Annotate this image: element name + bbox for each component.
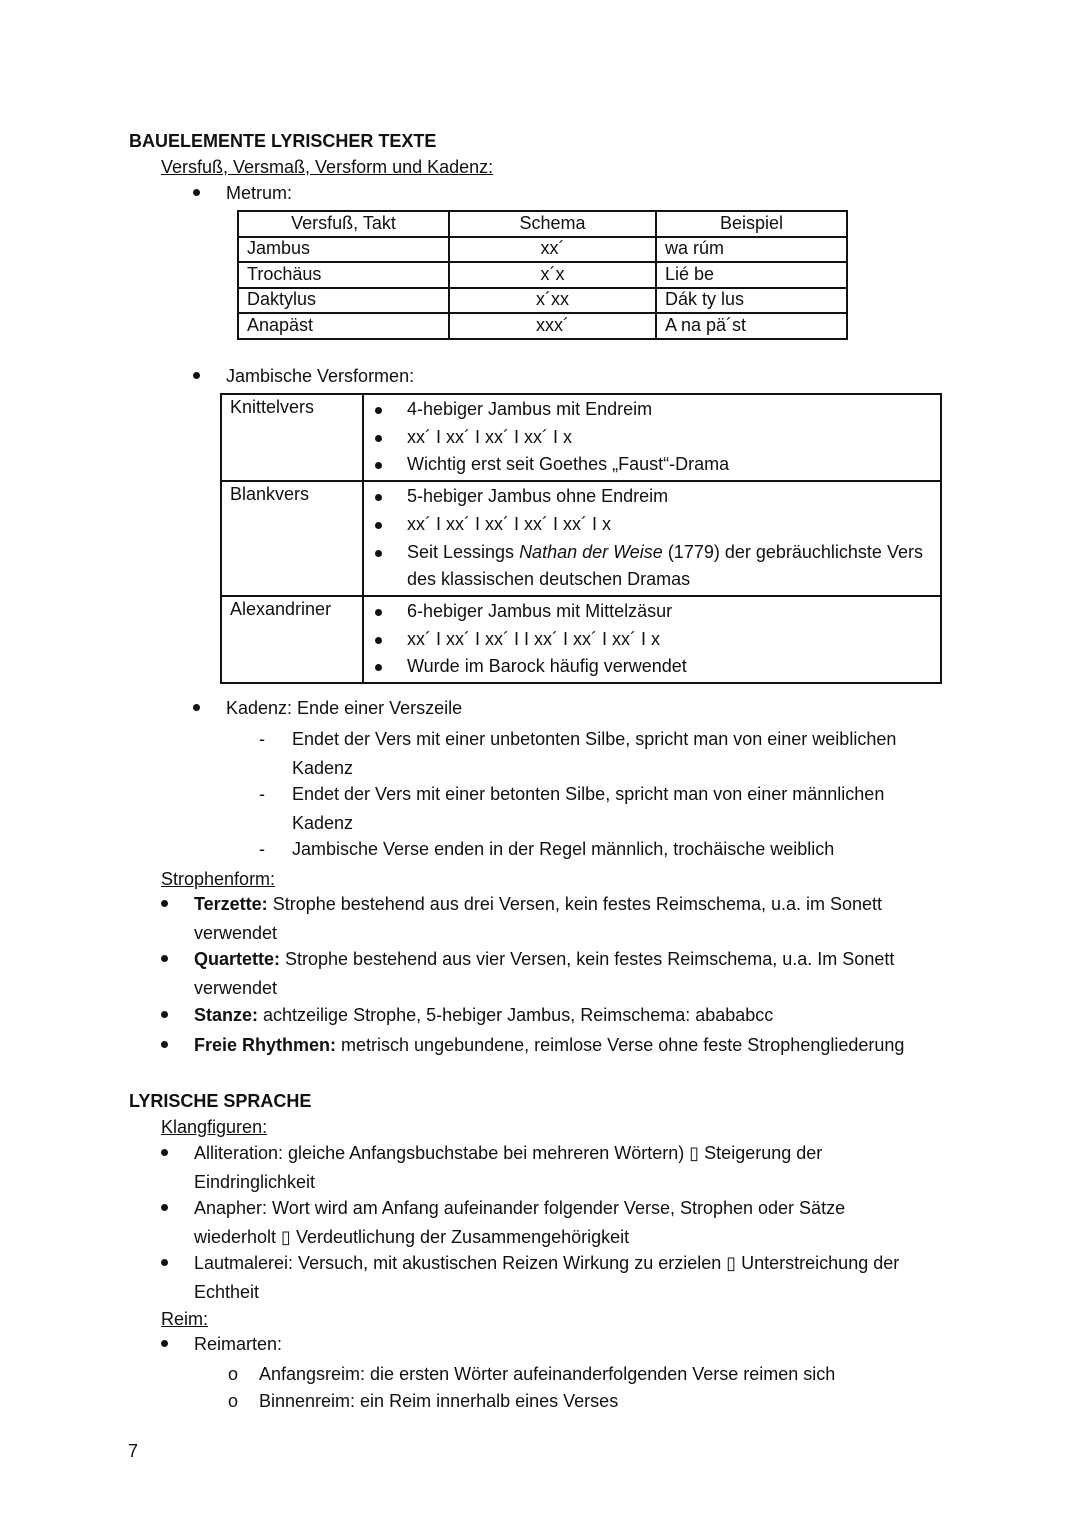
bullet-icon: [161, 1259, 168, 1266]
bullet-icon: [161, 1041, 168, 1048]
table-header: Beispiel: [656, 211, 847, 237]
table-cell: x´xx: [449, 288, 656, 314]
bullet-icon: [161, 1340, 168, 1347]
strophe-term: Freie Rhythmen:: [194, 1035, 337, 1055]
lessing-pre: Seit Lessings: [407, 541, 520, 562]
bullet-icon: [161, 1149, 168, 1156]
table-row: [221, 394, 941, 481]
strophe-term: Terzette:: [194, 894, 268, 914]
reimarten-label: Reimarten:: [194, 1334, 283, 1354]
list-item: xx´ I xx´ I xx´ I xx´ I xx´ I x: [365, 511, 939, 539]
bullet-icon: [161, 1204, 168, 1211]
klang-line: Eindringlichkeit: [194, 1172, 316, 1192]
strophe-cont: verwendet: [194, 978, 278, 998]
table-header: Schema: [449, 211, 656, 237]
versform-name: Alexandriner: [221, 596, 363, 683]
list-item: xx´ I xx´ I xx´ I I xx´ I xx´ I xx´ I x: [365, 626, 939, 654]
table-cell: Dák ty lus: [656, 288, 847, 314]
strophe-text: Strophe bestehend aus drei Versen, kein festes Reimschema, u.a. im Sonett: [267, 894, 883, 914]
strophe-item: [194, 1035, 904, 1057]
metrum-table: [237, 210, 848, 340]
table-row: [238, 262, 847, 288]
klang-line: Echtheit: [194, 1282, 260, 1302]
list-item: [365, 539, 939, 594]
table-cell: x´x: [449, 262, 656, 288]
versform-name: Blankvers: [221, 481, 363, 596]
section-title-lyrische-sprache: LYRISCHE SPRACHE: [129, 1091, 312, 1111]
table-cell: Lié be: [656, 262, 847, 288]
strophe-term: Stanze:: [194, 1005, 259, 1025]
lessing-post: (1779) der gebräuchlichste Vers des klassischen deutschen Dramas: [407, 541, 923, 590]
bullet-icon: [193, 704, 200, 711]
page-number: 7: [128, 1441, 139, 1461]
dash-icon: -: [259, 729, 265, 749]
reimart-item: Binnenreim: ein Reim innerhalb eines Verses: [259, 1391, 619, 1411]
table-cell: xx´: [449, 237, 656, 263]
list-item: Wurde im Barock häufig verwendet: [365, 653, 939, 681]
list-item: Wichtig erst seit Goethes „Faust“-Drama: [365, 451, 939, 479]
strophe-cont: verwendet: [194, 923, 278, 943]
table-row: [221, 481, 941, 596]
bullet-icon: [161, 955, 168, 962]
kadenz-line: Endet der Vers mit einer unbetonten Silbe, spricht man von einer weiblichen: [292, 729, 897, 749]
list-item: 5-hebiger Jambus ohne Endreim: [365, 483, 939, 511]
jamb-label: Jambische Versformen:: [226, 366, 415, 386]
klang-title: Klangfiguren:: [161, 1117, 268, 1137]
circle-bullet-icon: o: [228, 1391, 239, 1411]
bullet-icon: [161, 900, 168, 907]
table-row: [238, 313, 847, 339]
circle-bullet-icon: o: [228, 1364, 239, 1384]
kadenz-line: Jambische Verse enden in der Regel männlich, trochäische weiblich: [292, 839, 835, 859]
table-row: [238, 288, 847, 314]
bullet-icon: [193, 189, 200, 196]
klang-line: Alliteration: gleiche Anfangsbuchstabe bei mehreren Wörtern) ▯ Steigerung der: [194, 1143, 823, 1163]
bullet-icon: [193, 372, 200, 379]
table-header-row: [238, 211, 847, 237]
klang-line: wiederholt ▯ Verdeutlichung der Zusammengehörigkeit: [194, 1227, 630, 1247]
reimart-item: Anfangsreim: die ersten Wörter aufeinanderfolgenden Verse reimen sich: [259, 1364, 836, 1384]
table-cell: Anapäst: [238, 313, 449, 339]
strophe-text: achtzeilige Strophe, 5-hebiger Jambus, Reimschema: abababcc: [258, 1005, 774, 1025]
kadenz-line: Kadenz: [292, 758, 354, 778]
table-cell: wa rúm: [656, 237, 847, 263]
table-cell: Daktylus: [238, 288, 449, 314]
table-header: Versfuß, Takt: [238, 211, 449, 237]
table-cell: A na pä´st: [656, 313, 847, 339]
versform-details: [363, 596, 941, 683]
table-row: [221, 596, 941, 683]
metrum-label: Metrum:: [226, 183, 293, 203]
table-cell: Jambus: [238, 237, 449, 263]
list-item: 4-hebiger Jambus mit Endreim: [365, 396, 939, 424]
lessing-title: Nathan der Weise: [519, 541, 663, 562]
strophe-item: [194, 1005, 773, 1027]
reim-title: Reim:: [161, 1309, 209, 1329]
table-row: [238, 237, 847, 263]
kadenz-line: Endet der Vers mit einer betonten Silbe, spricht man von einer männlichen: [292, 784, 885, 804]
klang-line: Anapher: Wort wird am Anfang aufeinander folgender Verse, Strophen oder Sätze: [194, 1198, 846, 1218]
strophe-item: [194, 949, 894, 971]
strophe-text: Strophe bestehend aus vier Versen, kein festes Reimschema, u.a. Im Sonett: [280, 949, 895, 969]
dash-icon: -: [259, 784, 265, 804]
list-item: xx´ I xx´ I xx´ I xx´ I x: [365, 424, 939, 452]
list-item: 6-hebiger Jambus mit Mittelzäsur: [365, 598, 939, 626]
versformen-table: [220, 393, 942, 684]
subtitle-versfuss: Versfuß, Versmaß, Versform und Kadenz:: [161, 157, 494, 177]
versform-details: [363, 394, 941, 481]
kadenz-line: Kadenz: [292, 813, 354, 833]
strophe-text: metrisch ungebundene, reimlose Verse ohne feste Strophengliederung: [336, 1035, 905, 1055]
bullet-icon: [161, 1011, 168, 1018]
versform-details: [363, 481, 941, 596]
strophe-term: Quartette:: [194, 949, 281, 969]
table-cell: xxx´: [449, 313, 656, 339]
versform-name: Knittelvers: [221, 394, 363, 481]
strophe-item: [194, 894, 882, 916]
strophen-title: Strophenform:: [161, 869, 276, 889]
section-title-bauelemente: BAUELEMENTE LYRISCHER TEXTE: [129, 131, 437, 151]
table-cell: Trochäus: [238, 262, 449, 288]
klang-line: Lautmalerei: Versuch, mit akustischen Reizen Wirkung zu erzielen ▯ Unterstreichung der: [194, 1253, 900, 1273]
dash-icon: -: [259, 839, 265, 859]
kadenz-label: Kadenz: Ende einer Verszeile: [226, 698, 463, 718]
